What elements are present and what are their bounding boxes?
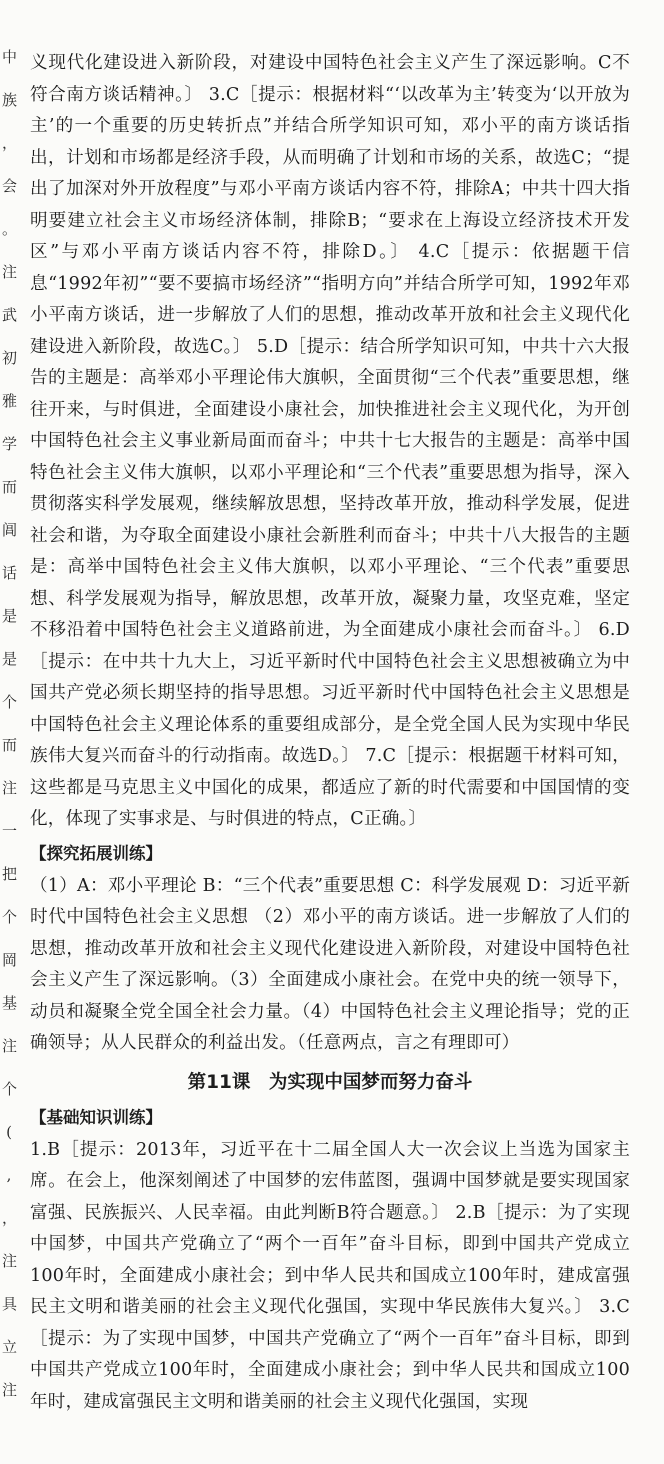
margin-glyph: 雅 (2, 392, 18, 410)
margin-glyph: ， (2, 1209, 18, 1227)
margin-glyph: 族 (2, 91, 18, 109)
margin-glyph: 是 (2, 650, 18, 668)
margin-glyph: 武 (2, 306, 18, 324)
answer-block-explore: （1）A：邓小平理论 B：“三个代表”重要思想 C：科学发展观 D：习近平新时代中国特色社会主义思想 （2）邓小平的南方谈话。进一步解放了人们的思想，推动改革开放和社会主义现代化建设进入新阶段，对建设中国特色社会主义产生了深远影响。（3）全面建成小康社会。在党中央的统一领导下，动员和凝聚全党全国全社会力量。（4）中国特色社会主义理论指导；党的正确领导；从人民群众的利益出发。（任意两点，言之有理即可） (30, 875, 630, 1053)
margin-glyph: 个 (2, 908, 18, 926)
margin-glyph: 注 (2, 1381, 18, 1399)
margin-glyph: ， (2, 134, 18, 152)
section-heading-basic: 【基础知识训练】 (30, 1107, 162, 1127)
left-margin-cropped-text (0, 0, 22, 1464)
answer-block-history: 义现代化建设进入新阶段，对建设中国特色社会主义产生了深远影响。C不符合南方谈话精神。〕 3.C［提示：根据材料“‘以改革为主’转变为‘以开放为主’的一个重要的历史转折点”并结合所学知识可知，邓小平的南方谈话指出，计划和市场都是经济手段，从而明确了计划和市场的关系，故选C；“提出了加深对外开放程度”与邓小平南方谈话内容不符，排除A；中共十四大指明要建立社会主义市场经济体制，排除B；“要求在上海设立经济技术开发区”与邓小平南方谈话内容不符，排除D。〕 4.C［提示：依据题干信息“1992年初”“要不要搞市场经济”“指明方向”并结合所学可知，1992年邓小平南方谈话，进一步解放了人们的思想，推动改革开放和社会主义现代化建设进入新阶段，故选C。〕 5.D［提示：结合所学知识可知，中共十六大报告的主题是：高举邓小平理论伟大旗帜，全面贯彻“三个代表”重要思想，继往开来，与时俱进，全面建设小康社会，加快推进社会主义现代化，为开创中国特色社会主义事业新局面而奋斗；中共十七大报告的主题是：高举中国特色社会主义伟大旗帜，以邓小平理论和“三个代表”重要思想为指导，深入贯彻落实科学发展观，继续解放思想，坚持改革开放，推动科学发展，促进社会和谐，为夺取全面建设小康社会新胜利而奋斗；中共十八大报告的主题是：高举中国特色社会主义伟大旗帜，以邓小平理论、“三个代表”重要思想、科学发展观为指导，解放思想，改革开放，凝聚力量，攻坚克难，坚定不移沿着中国特色社会主义道路前进，为全面建成小康社会而奋斗。〕 6.D［提示：在中共十九大上，习近平新时代中国特色社会主义思想被确立为中国共产党必须长期坚持的指导思想。习近平新时代中国特色社会主义思想是中国特色社会主义理论体系的重要组成部分，是全党全国人民为实现中华民族伟大复兴而奋斗的行动指南。故选D。〕 7.C［提示：根据题干材料可知，这些都是马克思主义中国化的成果，都适应了新的时代需要和中国国情的变化，体现了实事求是、与时俱进的特点，C正确。〕 (30, 53, 630, 829)
lesson-title: 第11课 为实现中国梦而努力奋斗 (187, 1071, 473, 1093)
answer-block-basic: 1.B［提示：2013年，习近平在十二届全国人大一次会议上当选为国家主席。在会上，他深刻阐述了中国梦的宏伟蓝图，强调中国梦就是要实现国家富强、民族振兴、人民幸福。由此判断B符合题意。〕 2.B［提示：为了实现中国梦，中国共产党确立了“两个一百年”奋斗目标，即到中国共产党成立100年时，全面建成小康社会；到中华人民共和国成立100年时，建成富强民主文明和谐美丽的社会主义现代化强国，实现中华民族伟大复兴。〕 3.C［提示：为了实现中国梦，中国共产党确立了“两个一百年”奋斗目标，即到中国共产党成立100年时，全面建成小康社会；到中华人民共和国成立100年时，建成富强民主文明和谐美丽的社会主义现代化强国，实现 (30, 1139, 630, 1412)
margin-glyph: 注 (2, 779, 18, 797)
margin-glyph: 个 (2, 693, 18, 711)
margin-glyph: 立 (2, 1338, 18, 1356)
margin-glyph: 而 (2, 736, 18, 754)
page-content (30, 48, 630, 1418)
margin-glyph: 注 (2, 1252, 18, 1270)
margin-glyph: 岡 (2, 951, 18, 969)
margin-glyph: 把 (2, 865, 18, 883)
margin-glyph: 会 (2, 177, 18, 195)
margin-glyph: 注 (2, 263, 18, 281)
margin-glyph: 基 (2, 994, 18, 1012)
margin-glyph: 而 (2, 478, 18, 496)
margin-glyph: 阊 (2, 521, 18, 539)
margin-glyph: 。 (2, 220, 18, 238)
margin-glyph: 具 (2, 1295, 18, 1313)
margin-glyph: 中 (2, 48, 18, 66)
margin-glyph: , (6, 1166, 12, 1184)
margin-glyph: ( (6, 1123, 12, 1141)
margin-glyph: 注 (2, 1037, 18, 1055)
margin-glyph: 话 (2, 564, 18, 582)
margin-glyph: 个 (2, 1080, 18, 1098)
margin-glyph: 一 (2, 822, 18, 840)
margin-glyph: 是 (2, 607, 18, 625)
margin-glyph: 学 (2, 435, 18, 453)
section-heading-explore: 【探究拓展训练】 (30, 843, 162, 863)
margin-glyph: 初 (2, 349, 18, 367)
